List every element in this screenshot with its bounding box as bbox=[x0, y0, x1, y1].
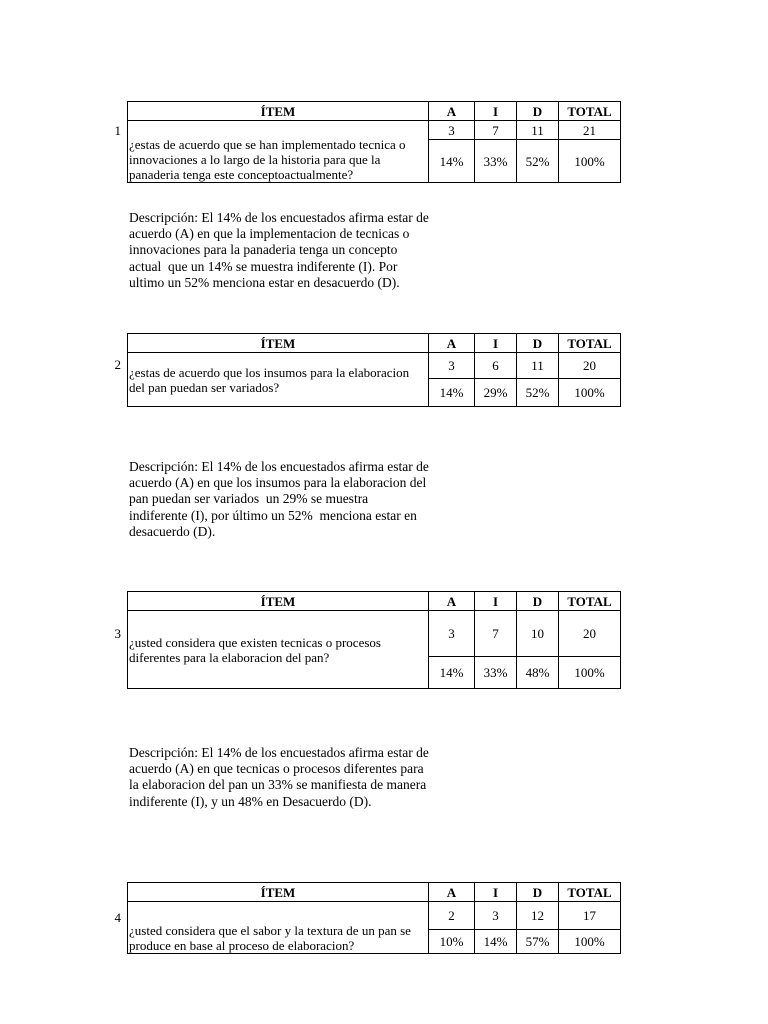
percent-a: 14% bbox=[429, 140, 475, 183]
description-2: Descripción: El 14% de los encuestados afirma estar de acuerdo (A) en que los insumos para la elaboracion del pan puedan ser variados un 29% se muestra indiferente (I), por último un 52% menciona estar en desacuerdo (D). bbox=[129, 459, 433, 539]
count-a: 2 bbox=[429, 902, 475, 930]
item-number: 2 bbox=[114, 357, 121, 372]
survey-table-3 bbox=[127, 591, 621, 689]
survey-table-1 bbox=[127, 101, 621, 183]
count-d: 11 bbox=[517, 353, 559, 379]
question-text: ¿estas de acuerdo que se han implementado tecnica o innovaciones a lo largo de la historia para que la panaderia tenga este conceptoactualmente? bbox=[128, 121, 429, 183]
survey-table-2 bbox=[127, 333, 621, 407]
survey-block-3 bbox=[114, 591, 621, 689]
header-i: I bbox=[475, 102, 517, 121]
counts-row bbox=[128, 121, 621, 140]
description-3: Descripción: El 14% de los encuestados afirma estar de acuerdo (A) en que tecnicas o procesos diferentes para la elaboracion del pan un 33% se manifiesta de manera indiferente (I), y un 48% en Desacuerdo (D). bbox=[129, 745, 433, 809]
item-number: 4 bbox=[114, 910, 121, 925]
percent-d: 57% bbox=[517, 930, 559, 954]
question-text: ¿estas de acuerdo que los insumos para la elaboracion del pan puedan ser variados? bbox=[128, 353, 429, 407]
count-d: 11 bbox=[517, 121, 559, 140]
counts-row bbox=[128, 611, 621, 657]
header-a: A bbox=[429, 334, 475, 353]
count-a: 3 bbox=[429, 353, 475, 379]
percent-a: 10% bbox=[429, 930, 475, 954]
count-a: 3 bbox=[429, 611, 475, 657]
survey-block-2 bbox=[114, 333, 621, 407]
counts-row bbox=[128, 902, 621, 930]
header-d: D bbox=[517, 334, 559, 353]
question-text: ¿usted considera que existen tecnicas o procesos diferentes para la elaboracion del pan? bbox=[128, 611, 429, 689]
header-total: TOTAL bbox=[559, 883, 621, 902]
header-total: TOTAL bbox=[559, 334, 621, 353]
count-a: 3 bbox=[429, 121, 475, 140]
header-item: ÍTEM bbox=[128, 883, 429, 902]
percent-total: 100% bbox=[559, 379, 621, 407]
count-i: 3 bbox=[475, 902, 517, 930]
count-total: 21 bbox=[559, 121, 621, 140]
count-i: 6 bbox=[475, 353, 517, 379]
description-1: Descripción: El 14% de los encuestados afirma estar de acuerdo (A) en que la implementacion de tecnicas o innovaciones para la panaderia tenga un concepto actual que un 14% se muestra indiferente (I). Por ultimo un 52% menciona estar en desacuerdo (D). bbox=[129, 210, 433, 290]
percent-d: 52% bbox=[517, 140, 559, 183]
header-i: I bbox=[475, 334, 517, 353]
table-header-row bbox=[128, 592, 621, 611]
header-item: ÍTEM bbox=[128, 334, 429, 353]
counts-row bbox=[128, 353, 621, 379]
percent-i: 29% bbox=[475, 379, 517, 407]
table-header-row bbox=[128, 334, 621, 353]
header-i: I bbox=[475, 592, 517, 611]
header-d: D bbox=[517, 102, 559, 121]
percent-a: 14% bbox=[429, 379, 475, 407]
percent-i: 14% bbox=[475, 930, 517, 954]
header-item: ÍTEM bbox=[128, 592, 429, 611]
item-number: 1 bbox=[114, 123, 121, 138]
header-a: A bbox=[429, 592, 475, 611]
percent-i: 33% bbox=[475, 140, 517, 183]
count-i: 7 bbox=[475, 611, 517, 657]
count-total: 17 bbox=[559, 902, 621, 930]
question-text: ¿usted considera que el sabor y la textura de un pan se produce en base al proceso de elaboracion? bbox=[128, 902, 429, 954]
survey-table-4 bbox=[127, 882, 621, 954]
header-item: ÍTEM bbox=[128, 102, 429, 121]
header-i: I bbox=[475, 883, 517, 902]
percent-total: 100% bbox=[559, 657, 621, 689]
count-total: 20 bbox=[559, 353, 621, 379]
percent-a: 14% bbox=[429, 657, 475, 689]
table-header-row bbox=[128, 883, 621, 902]
percent-d: 48% bbox=[517, 657, 559, 689]
header-d: D bbox=[517, 883, 559, 902]
percent-total: 100% bbox=[559, 930, 621, 954]
count-total: 20 bbox=[559, 611, 621, 657]
header-d: D bbox=[517, 592, 559, 611]
percent-total: 100% bbox=[559, 140, 621, 183]
count-d: 12 bbox=[517, 902, 559, 930]
count-i: 7 bbox=[475, 121, 517, 140]
survey-block-1 bbox=[114, 101, 621, 183]
table-header-row bbox=[128, 102, 621, 121]
item-number: 3 bbox=[114, 626, 121, 641]
header-a: A bbox=[429, 102, 475, 121]
count-d: 10 bbox=[517, 611, 559, 657]
header-a: A bbox=[429, 883, 475, 902]
percent-i: 33% bbox=[475, 657, 517, 689]
survey-block-4 bbox=[114, 882, 621, 954]
percent-d: 52% bbox=[517, 379, 559, 407]
header-total: TOTAL bbox=[559, 592, 621, 611]
header-total: TOTAL bbox=[559, 102, 621, 121]
